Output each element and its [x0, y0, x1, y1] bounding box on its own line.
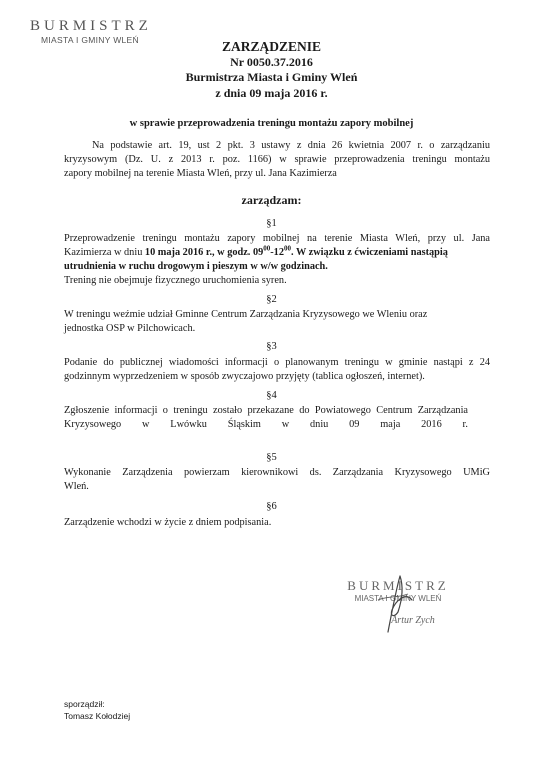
section-1-line3: utrudnienia w ruchu drogowym i pieszym w w/w godzinach. — [64, 261, 328, 272]
document-number: Nr 0050.37.2016 — [230, 55, 313, 69]
section-1-line2-c: -12 — [270, 247, 284, 258]
section-1-line2-a: Kazimierza w dniu — [64, 247, 145, 258]
decree-word: zarządzam: — [241, 193, 302, 207]
section-1-line2-d: . W związku z ćwiczeniami nastąpią — [290, 247, 448, 258]
document-subject: w sprawie przeprowadzenia treningu montażu zapory mobilnej — [129, 118, 414, 129]
prepared-by-label: sporządził: — [64, 699, 105, 709]
section-4-line2: Kryzysowego w Lwówku Śląskim w dniu 09 maja 2016 r. — [64, 419, 468, 430]
section-5-line1: Wykonanie Zarządzenia powierzam kierownikowi ds. Zarządzania Kryzysowego UMiG — [64, 467, 490, 478]
section-1-line4: Trening nie obejmuje fizycznego uruchomienia syren. — [64, 275, 287, 286]
section-6-mark: §6 — [266, 501, 277, 512]
time-end-sup: 00 — [283, 244, 291, 253]
stamp-bottom-line1: BURMISTRZ — [347, 578, 449, 593]
section-2-line1: W treningu weźmie udział Gminne Centrum Zarządzania Kryzysowego we Wleniu oraz — [64, 309, 428, 320]
preamble-line2: kryzysowym (Dz. U. z 2013 r. poz. 1166) w sprawie przeprowadzenia treningu montażu — [64, 154, 490, 165]
section-3-body — [64, 356, 490, 384]
preamble — [64, 139, 490, 181]
prepared-by — [64, 698, 130, 722]
section-2-mark: §2 — [266, 294, 277, 305]
document-date: z dnia 09 maja 2016 r. — [215, 86, 328, 100]
stamp-bottom-signatory: Artur Zych — [391, 615, 435, 626]
document-issuer: Burmistrza Miasta i Gminy Wleń — [185, 70, 358, 84]
section-2-body — [64, 308, 490, 336]
section-4-line1: Zgłoszenie informacji o treningu zostało przekazane do Powiatowego Centrum Zarządzania — [64, 405, 468, 416]
prepared-by-name: Tomasz Kołodziej — [64, 711, 131, 721]
section-1-mark: §1 — [266, 218, 277, 229]
signature-scribble — [338, 570, 458, 640]
stamp-bottom-line2: MIASTA I GMINY WLEŃ — [354, 594, 442, 603]
section-5-body — [64, 466, 490, 494]
section-1-line2 — [64, 246, 490, 260]
section-1-body — [64, 232, 490, 288]
section-3-line1: Podanie do publicznej wiadomości informacji o planowanym treningu w gminie nastąpi z 24 — [64, 357, 490, 368]
time-start-sup: 00 — [263, 244, 271, 253]
section-1-line1: Przeprowadzenie treningu montażu zapory mobilnej na terenie Miasta Wleń, przy ul. Jana — [64, 233, 490, 244]
section-3-mark: §3 — [266, 341, 277, 352]
section-4-body — [64, 404, 468, 432]
stamp-top-line2: MIASTA I GMINY WLEŃ — [41, 35, 139, 45]
section-3-line2: godzinnym wyprzedzeniem w sposób zwyczajowo przyjęty (tablica ogłoszeń, internet). — [64, 371, 425, 382]
section-2-line2: jednostka OSP w Pilchowicach. — [64, 323, 196, 334]
preamble-line3: zapory mobilnej na terenie Miasta Wleń, przy ul. Jana Kazimierza — [64, 168, 337, 179]
section-5-line2: Wleń. — [64, 481, 89, 492]
section-5-mark: §5 — [266, 452, 277, 463]
section-4-mark: §4 — [266, 390, 277, 401]
section-6-line1: Zarządzenie wchodzi w życie z dniem podpisania. — [64, 517, 272, 528]
preamble-line1: Na podstawie art. 19, ust 2 pkt. 3 ustawy z dnia 26 kwietnia 2007 r. o zarządzaniu — [92, 140, 490, 151]
stamp-top-line1: BURMISTRZ — [30, 18, 152, 34]
document-title: ZARZĄDZENIE — [221, 39, 322, 54]
section-1-line2-b: 10 maja 2016 r., w godz. 09 — [144, 247, 264, 258]
section-6-body — [64, 516, 490, 530]
